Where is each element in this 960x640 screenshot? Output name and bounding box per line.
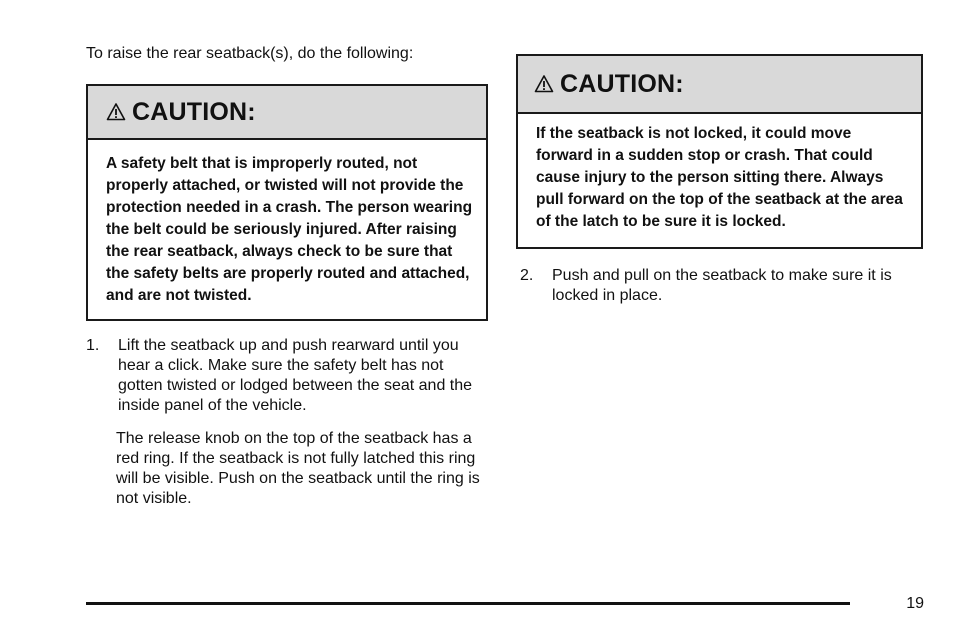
caution-box-belt [86, 84, 488, 321]
step-number: 1. [86, 337, 100, 354]
steps-list [86, 336, 488, 416]
caution-box-lock [516, 54, 923, 249]
step-text: Push and pull on the seatback to make sure it is locked in place. [552, 267, 892, 304]
caution-text: A safety belt that is improperly routed, not properly attached, or twisted will not provide the protection needed in a crash. The person wearing the belt could be seriously injured. After raising the rear seatback, always check to be sure that the safety belts are properly routed and attached, and are not twisted. [106, 155, 473, 304]
step-number: 2. [520, 267, 534, 284]
warning-triangle-icon [106, 102, 126, 122]
page-number: 19 [906, 595, 924, 612]
release-knob-note: The release knob on the top of the seatback has a red ring. If the seatback is not fully latched this ring will be visible. Push on the seatback until the ring is not visible. [116, 430, 480, 507]
warning-triangle-icon [534, 74, 554, 94]
caution-header [88, 86, 486, 140]
caution-header [518, 56, 921, 114]
intro-text: To raise the rear seatback(s), do the following: [86, 45, 414, 62]
step-2 [520, 266, 923, 306]
step-1 [86, 336, 488, 416]
steps-list [520, 266, 923, 306]
caution-heading: CAUTION: [132, 97, 256, 126]
caution-heading: CAUTION: [560, 69, 684, 98]
right-column [516, 54, 923, 306]
footer-rule [86, 602, 850, 605]
caution-text: If the seatback is not locked, it could move forward in a sudden stop or crash. That could cause injury to the person sitting there. Always pull forward on the top of the seatback at the area of the latch to be sure it is locked. [536, 125, 903, 230]
left-column [86, 44, 488, 509]
step-text: Lift the seatback up and push rearward until you hear a click. Make sure the safety belt has not gotten twisted or lodged between the seat and the inside panel of the vehicle. [118, 337, 473, 414]
